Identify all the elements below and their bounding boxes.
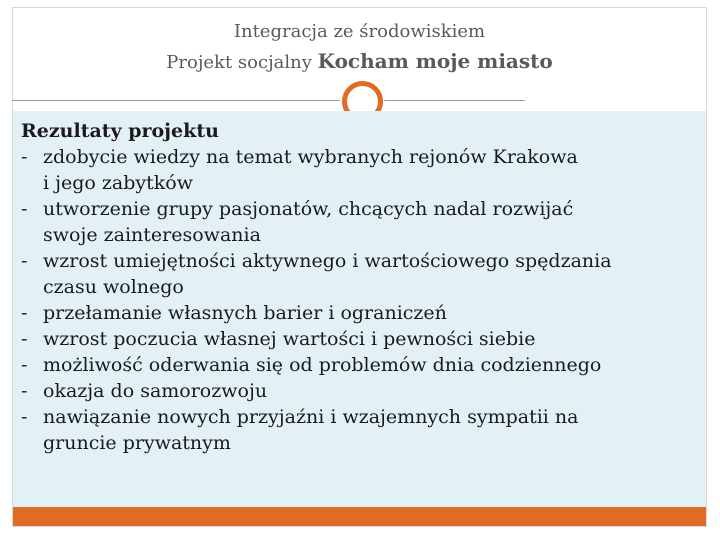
bullet-dash: - <box>21 406 28 428</box>
list-item-line: okazja do samorozwoju <box>43 380 268 402</box>
list-item-text <box>43 378 701 404</box>
list-item-text <box>43 404 701 456</box>
list-item-line: wzrost poczucia własnej wartości i pewności siebie <box>43 328 536 350</box>
list-item-line: wzrost umiejętności aktywnego i wartościowego spędzania <box>43 250 612 272</box>
list-item-line: możliwość oderwania się od problemów dnia codziennego <box>43 354 602 376</box>
list-item-line: czasu wolnego <box>43 276 184 298</box>
header-line-1: Integracja ze środowiskiem <box>233 21 486 42</box>
list-item-line: utworzenie grupy pasjonatów, chcących nadal rozwijać <box>43 198 574 220</box>
list-item <box>21 196 701 248</box>
project-name: Kocham moje miasto <box>317 49 553 73</box>
list-item-text <box>43 196 701 248</box>
divider-right <box>384 100 525 101</box>
results-section <box>21 118 701 456</box>
list-item-line: gruncie prywatnym <box>43 432 231 454</box>
list-item-line: swoje zainteresowania <box>43 224 261 246</box>
bullet-dash: - <box>21 250 28 272</box>
header-line-2-prefix: Projekt socjalny <box>166 52 312 73</box>
list-item-line: nawiązanie nowych przyjaźni i wzajemnych sympatii na <box>43 406 579 428</box>
list-item-text <box>43 300 701 326</box>
list-item-line: zdobycie wiedzy na temat wybranych rejonów Krakowa <box>43 146 578 168</box>
list-item <box>21 300 701 326</box>
list-item <box>21 352 701 378</box>
list-item-text <box>43 144 701 196</box>
header-line-2 <box>12 49 707 73</box>
list-item <box>21 378 701 404</box>
bullet-dash: - <box>21 302 28 324</box>
list-item-line: przełamanie własnych barier i ograniczeń <box>43 302 447 324</box>
list-item-text <box>43 248 701 300</box>
list-item <box>21 326 701 352</box>
footer-bar <box>13 507 706 526</box>
list-item <box>21 144 701 196</box>
list-item-text <box>43 326 701 352</box>
results-list <box>21 144 701 456</box>
bullet-dash: - <box>21 146 28 168</box>
list-item-line: i jego zabytków <box>43 172 193 194</box>
list-item <box>21 404 701 456</box>
bullet-dash: - <box>21 198 28 220</box>
divider-left <box>12 100 340 101</box>
list-item <box>21 248 701 300</box>
bullet-dash: - <box>21 328 28 350</box>
bullet-dash: - <box>21 380 28 402</box>
list-item-text <box>43 352 701 378</box>
bullet-dash: - <box>21 354 28 376</box>
section-title: Rezultaty projektu <box>21 120 219 142</box>
